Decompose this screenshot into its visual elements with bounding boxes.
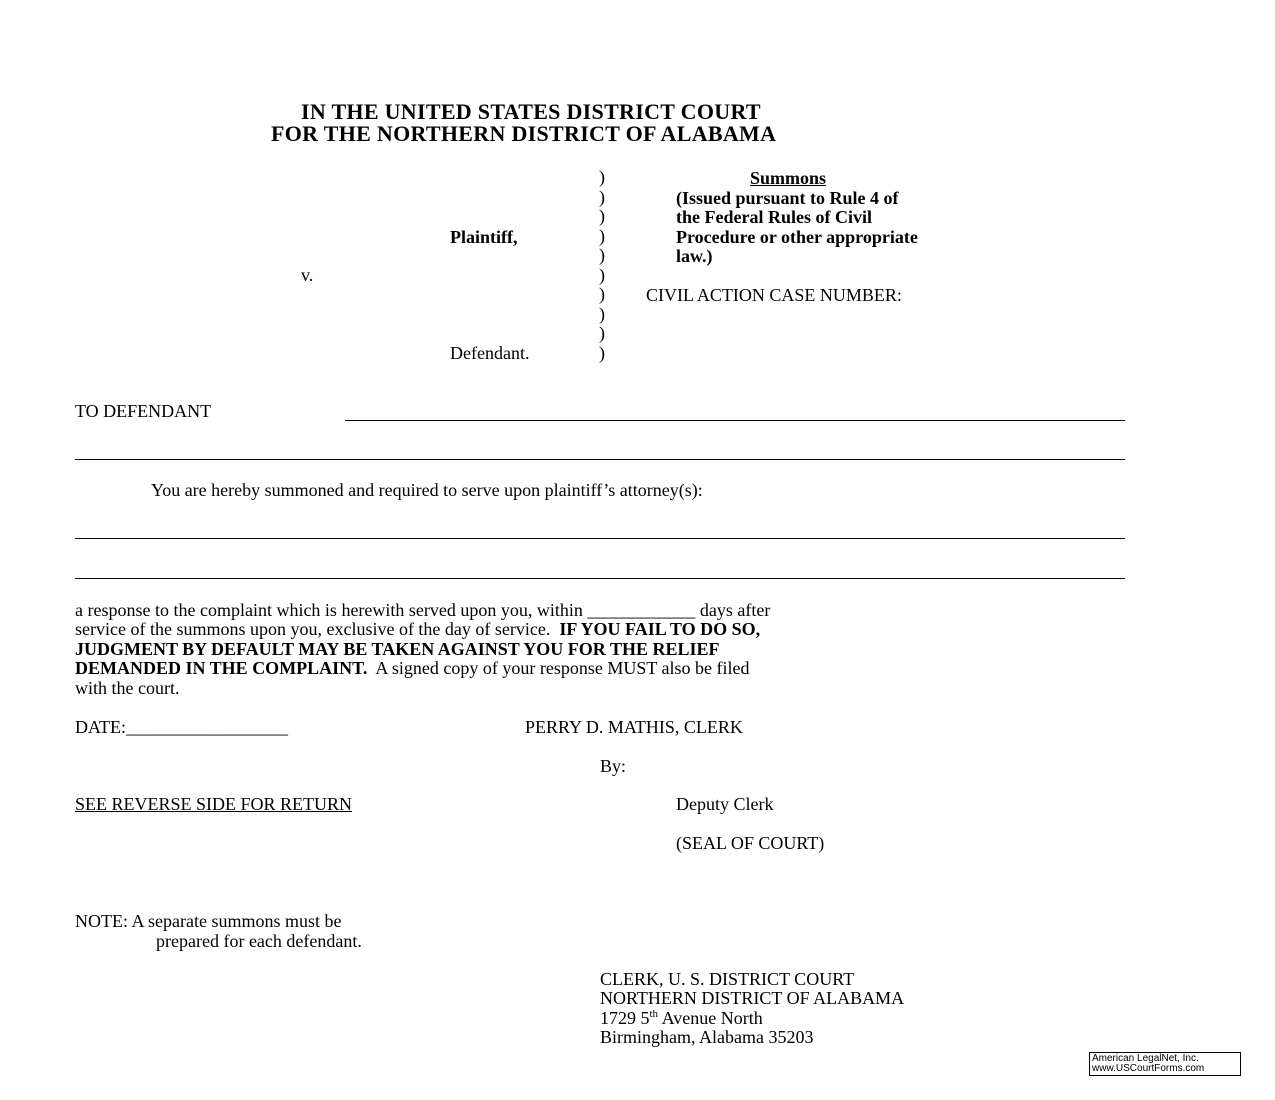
clerk-name: PERRY D. MATHIS, CLERK [525, 717, 743, 737]
summoned-text: You are hereby summoned and required to serve upon plaintiff’s attorney(s): [151, 480, 703, 500]
plaintiff-label: Plaintiff, [450, 227, 518, 247]
caption-paren: ) [599, 284, 605, 304]
badge-line-1: American LegalNet, Inc. [1092, 1053, 1199, 1064]
response-text: service of the summons upon you, exclusive of the day of service. [75, 619, 551, 639]
caption-paren: ) [599, 264, 605, 285]
address-line-2: NORTHERN DISTRICT OF ALABAMA [600, 988, 905, 1008]
caption-paren: ) [599, 186, 605, 207]
address-line-1: CLERK, U. S. DISTRICT COURT [600, 969, 855, 989]
caption-paren: ) [599, 225, 605, 246]
defendant-name-line[interactable] [345, 420, 1125, 421]
summons-note-1: (Issued pursuant to Rule 4 of [676, 188, 899, 208]
street-superscript: th [649, 1008, 659, 1020]
note-line-2: prepared for each defendant. [156, 931, 362, 951]
summons-note-4: law.) [676, 246, 713, 266]
address-line-3 [600, 1008, 763, 1028]
deputy-clerk-label: Deputy Clerk [676, 794, 774, 814]
case-number-label: CIVIL ACTION CASE NUMBER: [646, 285, 902, 305]
response-text-3: A signed copy of your response MUST also be filed [375, 658, 750, 678]
defendant-label: Defendant. [450, 343, 530, 363]
caption-paren: ) [599, 303, 605, 324]
to-defendant-label: TO DEFENDANT [75, 401, 212, 421]
court-title-line2: FOR THE NORTHERN DISTRICT OF ALABAMA [271, 121, 777, 146]
attorney-line-2[interactable] [75, 578, 1125, 579]
response-line-5: with the court. [75, 678, 180, 698]
date-field[interactable]: DATE:__________________ [75, 717, 288, 737]
street-name: Avenue North [658, 1008, 763, 1028]
caption-paren: ) [599, 342, 605, 363]
caption-paren: ) [599, 206, 605, 226]
caption-paren: ) [599, 167, 605, 187]
summons-title: Summons [750, 168, 827, 188]
defendant-name-line-2[interactable] [75, 459, 1125, 460]
street-number: 1729 5 [600, 1008, 650, 1028]
caption-paren: ) [599, 245, 605, 265]
legalnet-badge [1089, 1052, 1241, 1076]
warning-text-c: DEMANDED IN THE COMPLAINT. [75, 658, 368, 678]
caption-paren: ) [599, 323, 605, 343]
seal-of-court: (SEAL OF COURT) [676, 833, 825, 853]
versus-label: v. [301, 265, 314, 285]
attorney-line-1[interactable] [75, 538, 1125, 539]
response-line-2 [75, 619, 760, 639]
by-label: By: [600, 756, 627, 776]
response-line-1: a response to the complaint which is herewith served upon you, within ____________ days after [75, 600, 771, 620]
summons-note-3: Procedure or other appropriate [676, 227, 918, 247]
warning-text-b: JUDGMENT BY DEFAULT MAY BE TAKEN AGAINST YOU FOR THE RELIEF [75, 639, 720, 659]
address-line-4: Birmingham, Alabama 35203 [600, 1027, 814, 1047]
summons-note-2: the Federal Rules of Civil [676, 207, 872, 227]
badge-line-2: www.USCourtForms.com [1092, 1063, 1205, 1074]
note-line-1: NOTE: A separate summons must be [75, 911, 342, 931]
response-line-4 [75, 658, 750, 678]
court-title-line1: IN THE UNITED STATES DISTRICT COURT [301, 99, 761, 124]
see-reverse-side: SEE REVERSE SIDE FOR RETURN [75, 794, 353, 814]
warning-text-a: IF YOU FAIL TO DO SO, [559, 619, 761, 639]
